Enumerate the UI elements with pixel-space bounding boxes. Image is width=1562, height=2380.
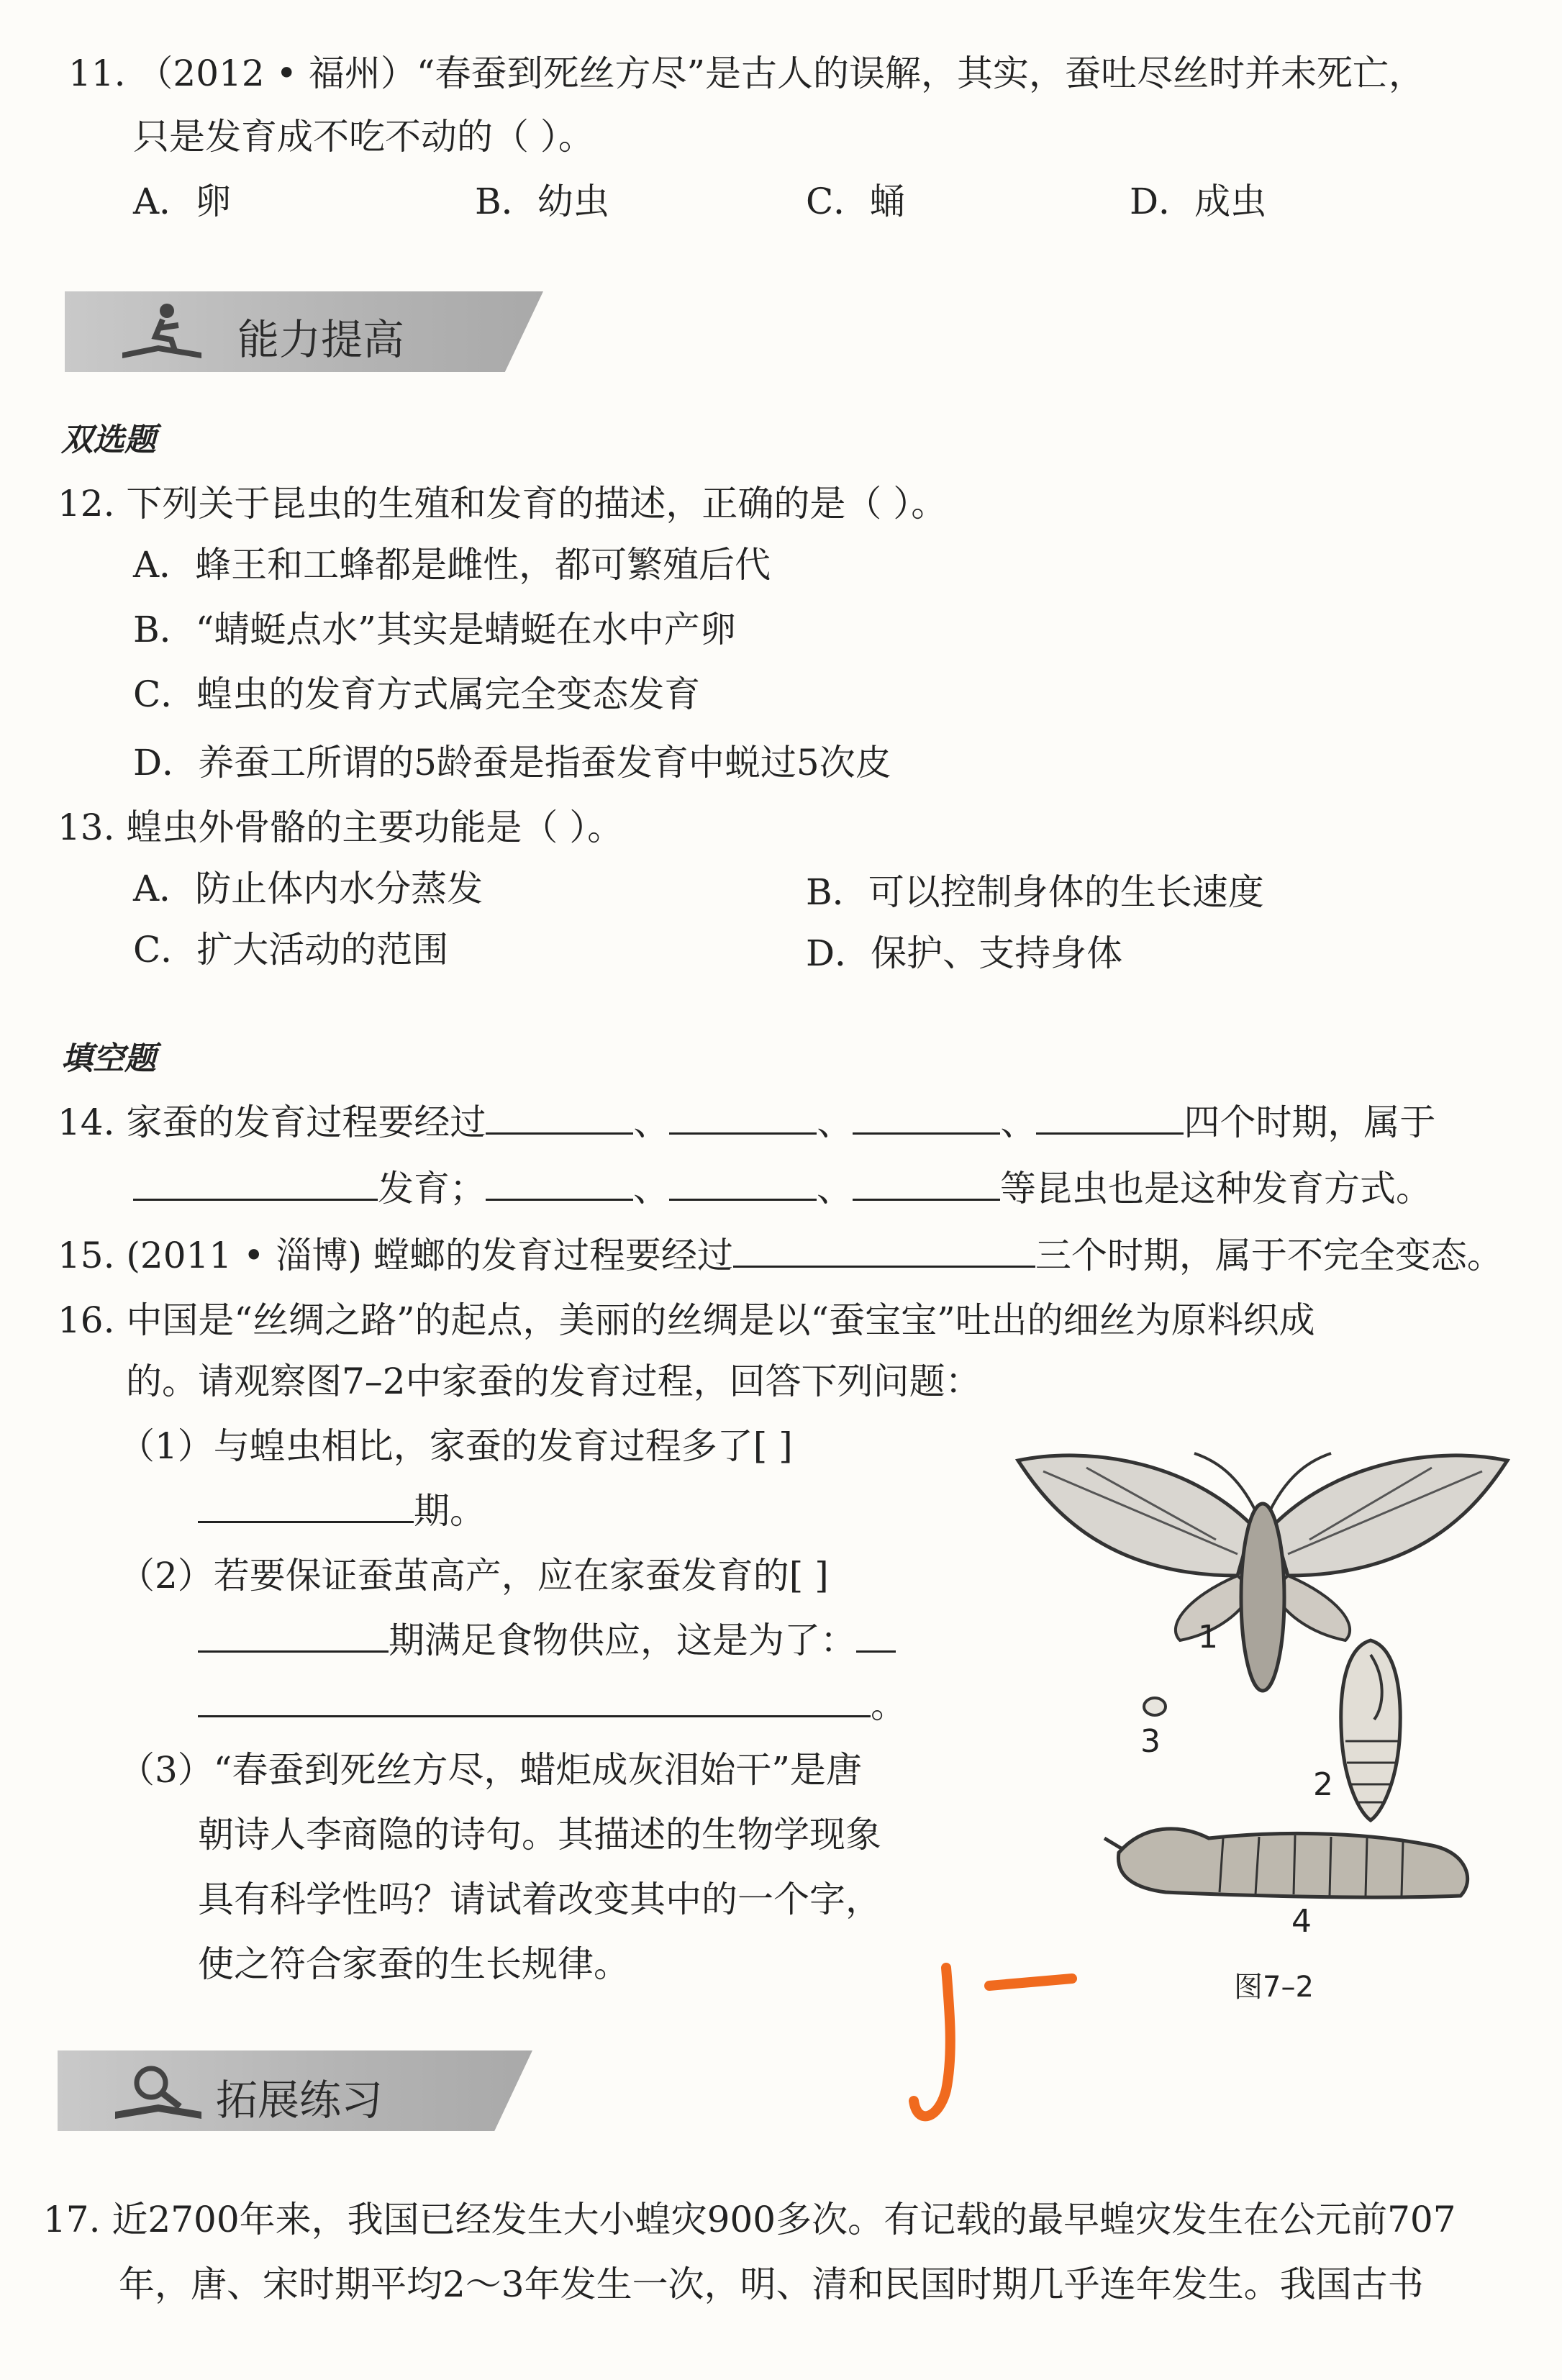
q16-part2-line2 bbox=[198, 1619, 896, 1662]
figure-caption: 图7–2 bbox=[1234, 1971, 1314, 2004]
q14-sep-5: 、 bbox=[817, 1168, 853, 1209]
q16-line1: 16. 中国是“丝绸之路”的起点，美丽的丝绸是以“蚕宝宝”吐出的细丝为原料织成 bbox=[58, 1299, 1315, 1341]
q15-text-post: 三个时期，属于不完全变态。 bbox=[1035, 1235, 1503, 1276]
q16-part1-blank[interactable] bbox=[198, 1489, 414, 1523]
q14-sep-1: 、 bbox=[633, 1102, 670, 1143]
q16-part3-line2: 朝诗人李商隐的诗句。其描述的生物学现象 bbox=[198, 1814, 881, 1856]
egg-illustration bbox=[1140, 1694, 1169, 1719]
q16-part3-line4: 使之符合家蚕的生长规律。 bbox=[198, 1943, 630, 1985]
figure-label-3: 3 bbox=[1140, 1723, 1161, 1760]
q11-line2: 只是发育成不吃不动的（ ）。 bbox=[133, 116, 594, 158]
q12-stem: 12. 下列关于昆虫的生殖和发育的描述，正确的是（ ）。 bbox=[58, 483, 948, 524]
q17-line2: 年，唐、宋时期平均2～3年发生一次，明、清和民国时期几乎连年发生。我国古书 bbox=[119, 2263, 1424, 2305]
q15-text-pre: 15. (2011 • 淄博) 螳螂的发育过程要经过 bbox=[58, 1235, 733, 1276]
handwritten-mark bbox=[903, 1946, 1090, 2140]
q14-text-post2: 等昆虫也是这种发育方式。 bbox=[1000, 1168, 1432, 1209]
q16-part1-text: 期。 bbox=[414, 1490, 486, 1532]
q14-blank-5[interactable] bbox=[133, 1167, 378, 1201]
magnifier-book-icon bbox=[108, 2058, 209, 2126]
q14-sep-4: 、 bbox=[633, 1168, 669, 1209]
q16-part2-line3 bbox=[198, 1684, 907, 1727]
section-title-extension: 拓展练习 bbox=[216, 2076, 383, 2125]
q11-option-c: C．蛹 bbox=[806, 181, 906, 222]
q12-option-b: B．“蜻蜓点水”其实是蜻蜓在水中产卵 bbox=[133, 609, 736, 650]
section-title-ability: 能力提高 bbox=[237, 315, 405, 364]
moth-adult-illustration bbox=[1000, 1432, 1525, 1705]
category-fill-blank: 填空题 bbox=[61, 1040, 156, 1077]
q15-line bbox=[58, 1234, 1503, 1277]
q13-stem: 13. 蝗虫外骨骼的主要功能是（ ）。 bbox=[58, 807, 624, 848]
q12-option-a: A．蜂王和工蜂都是雌性，都可繁殖后代 bbox=[133, 544, 771, 586]
q14-text-pre: 14. 家蚕的发育过程要经过 bbox=[58, 1102, 486, 1143]
figure-label-4: 4 bbox=[1291, 1903, 1312, 1940]
q16-part2-blank-c[interactable] bbox=[198, 1684, 871, 1717]
q16-part2-blank-b[interactable] bbox=[856, 1619, 896, 1653]
q14-blank-4[interactable] bbox=[1036, 1101, 1184, 1135]
q16-line2: 的。请观察图7–2中家蚕的发育过程，回答下列问题： bbox=[126, 1361, 981, 1402]
q14-text-post: 四个时期，属于 bbox=[1184, 1102, 1436, 1143]
pupa-illustration bbox=[1331, 1633, 1410, 1827]
figure-label-2: 2 bbox=[1313, 1766, 1333, 1803]
q11-option-d: D．成虫 bbox=[1130, 181, 1267, 222]
q13-option-b: B．可以控制身体的生长速度 bbox=[806, 871, 1264, 913]
larva-illustration bbox=[1101, 1809, 1482, 1917]
q16-part2-text: 期满足食物供应，这是为了： bbox=[389, 1620, 856, 1661]
q17-line1: 17. 近2700年来，我国已经发生大小蝗灾900多次。有记载的最早蝗灾发生在公元前707 bbox=[43, 2199, 1456, 2240]
q16-part2-line1: （2）若要保证蚕茧高产，应在家蚕发育的[ ] bbox=[119, 1555, 829, 1596]
q11-line1: 11. （2012 • 福州）“春蚕到死丝方尽”是古人的误解，其实，蚕吐尽丝时并未死亡， bbox=[68, 53, 1425, 94]
q14-line1 bbox=[58, 1101, 1435, 1144]
q12-option-d: D．养蚕工所谓的5龄蚕是指蚕发育中蜕过5次皮 bbox=[133, 742, 891, 784]
q13-option-c: C．扩大活动的范围 bbox=[133, 929, 449, 971]
category-double-choice: 双选题 bbox=[61, 422, 156, 458]
q14-blank-1[interactable] bbox=[486, 1101, 633, 1135]
q14-blank-7[interactable] bbox=[669, 1167, 817, 1201]
q13-option-a: A．防止体内水分蒸发 bbox=[133, 868, 483, 909]
q16-part3-line3: 具有科学性吗？请试着改变其中的一个字， bbox=[198, 1879, 881, 1920]
q16-part1-line2 bbox=[198, 1489, 486, 1532]
q14-sep-2: 、 bbox=[817, 1102, 853, 1143]
q13-option-d: D．保护、支持身体 bbox=[806, 932, 1123, 974]
q16-part2-blank-a[interactable] bbox=[198, 1619, 389, 1653]
q16-part3-line1: （3）“春蚕到死丝方尽，蜡炬成灰泪始干”是唐 bbox=[119, 1749, 862, 1791]
q14-blank-2[interactable] bbox=[669, 1101, 817, 1135]
q14-sep-3: 、 bbox=[1000, 1102, 1037, 1143]
q11-option-b: B．幼虫 bbox=[475, 181, 609, 222]
q16-part2-end: 。 bbox=[871, 1684, 907, 1726]
q14-line2 bbox=[133, 1167, 1432, 1210]
q14-text-mid: 发育； bbox=[378, 1168, 486, 1209]
q14-blank-6[interactable] bbox=[486, 1167, 633, 1201]
q16-part1-line1: （1）与蝗虫相比，家蚕的发育过程多了[ ] bbox=[119, 1425, 793, 1467]
figure-label-1: 1 bbox=[1198, 1619, 1218, 1655]
q11-option-a: A．卵 bbox=[133, 181, 232, 222]
q14-blank-3[interactable] bbox=[853, 1101, 1000, 1135]
q14-blank-8[interactable] bbox=[853, 1167, 1000, 1201]
q15-blank[interactable] bbox=[733, 1234, 1035, 1268]
reading-person-icon bbox=[115, 295, 209, 367]
q12-option-c: C．蝗虫的发育方式属完全变态发育 bbox=[133, 673, 701, 715]
